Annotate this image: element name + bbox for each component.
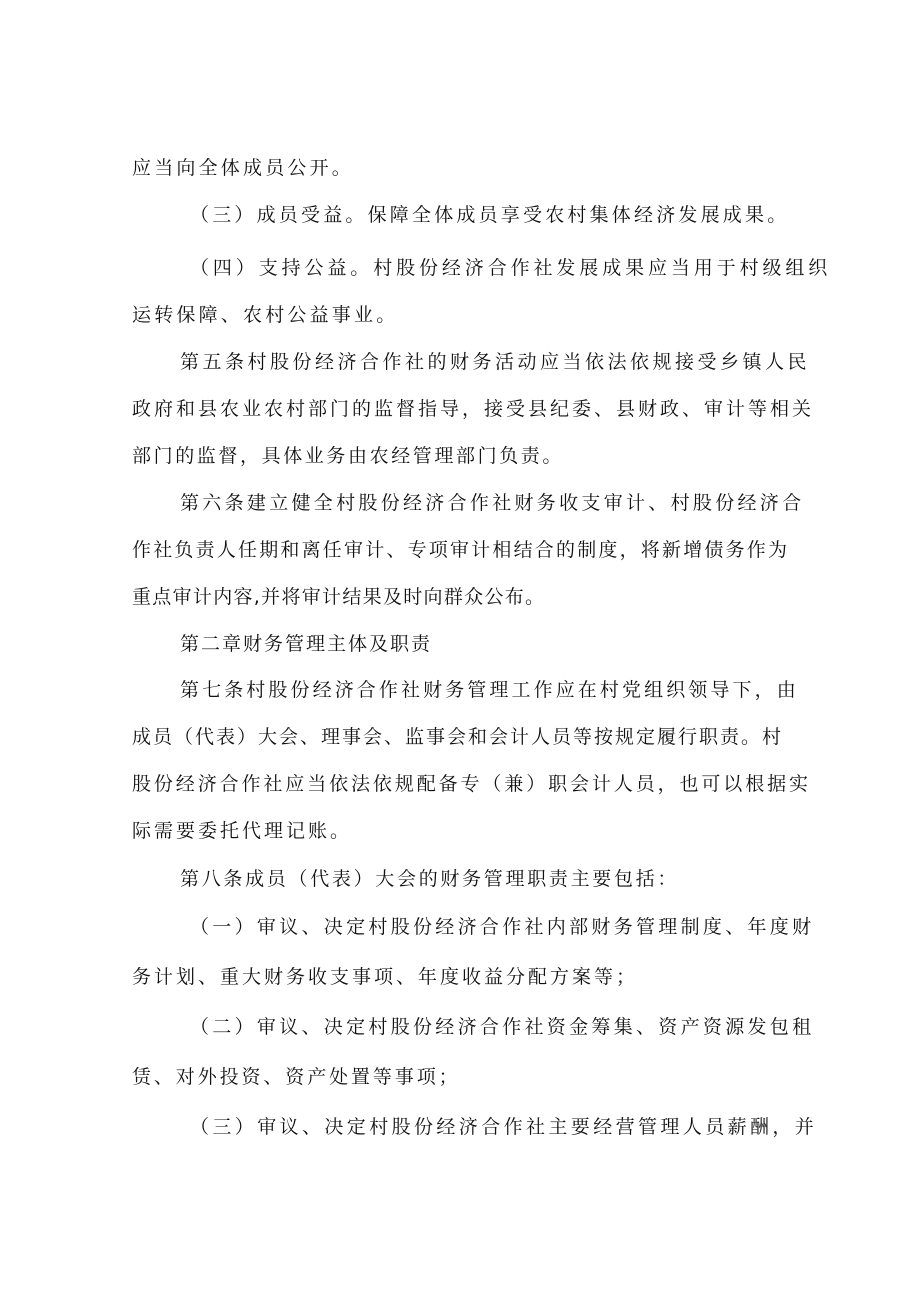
text-line: （三）审议、决定村股份经济合作社主要经营管理人员薪酬，并 bbox=[190, 1116, 818, 1138]
text-line: 第八条成员（代表）大会的财务管理职责主要包括： bbox=[180, 868, 680, 890]
text-line: 政府和县农业农村部门的监督指导，接受县纪委、县财政、审计等相关 bbox=[132, 398, 815, 420]
text-line: 重点审计内容,并将审计结果及时向群众公布。 bbox=[132, 586, 546, 608]
chapter-heading: 第二章财务管理主体及职责 bbox=[180, 633, 433, 655]
text-line: （二）审议、决定村股份经济合作社资金筹集、资产资源发包租 bbox=[190, 1016, 815, 1038]
text-line: 成员（代表）大会、理事会、监事会和会计人员等按规定履行职责。村 bbox=[132, 726, 784, 748]
text-line: 第六条建立健全村股份经济合作社财务收支审计、村股份经济合 bbox=[180, 492, 805, 514]
text-line: （三）成员受益。保障全体成员享受农村集体经济发展成果。 bbox=[190, 204, 790, 226]
text-line: 部门的监督，具体业务由农经管理部门负责。 bbox=[132, 445, 565, 467]
text-line: 际需要委托代理记账。 bbox=[132, 820, 353, 842]
text-line: 务计划、重大财务收支事项、年度收益分配方案等； bbox=[132, 966, 639, 988]
text-line: 股份经济合作社应当依法依规配备专（兼）职会计人员，也可以根据实 bbox=[132, 773, 811, 795]
text-line: 运转保障、农村公益事业。 bbox=[132, 304, 399, 326]
text-line: 应当向全体成员公开。 bbox=[132, 157, 355, 179]
text-line: 第七条村股份经济合作社财务管理工作应在村党组织领导下，由 bbox=[180, 679, 799, 701]
text-line: （四）支持公益。村股份经济合作社发展成果应当用于村级组织 bbox=[190, 257, 832, 279]
text-line: 赁、对外投资、资产处置等事项； bbox=[132, 1066, 461, 1088]
text-line: 第五条村股份经济合作社的财务活动应当依法依规接受乡镇人民 bbox=[180, 351, 811, 373]
text-line: （一）审议、决定村股份经济合作社内部财务管理制度、年度财 bbox=[190, 916, 815, 938]
text-line: 作社负责人任期和离任审计、专项审计相结合的制度，将新增债务作为 bbox=[132, 539, 790, 561]
